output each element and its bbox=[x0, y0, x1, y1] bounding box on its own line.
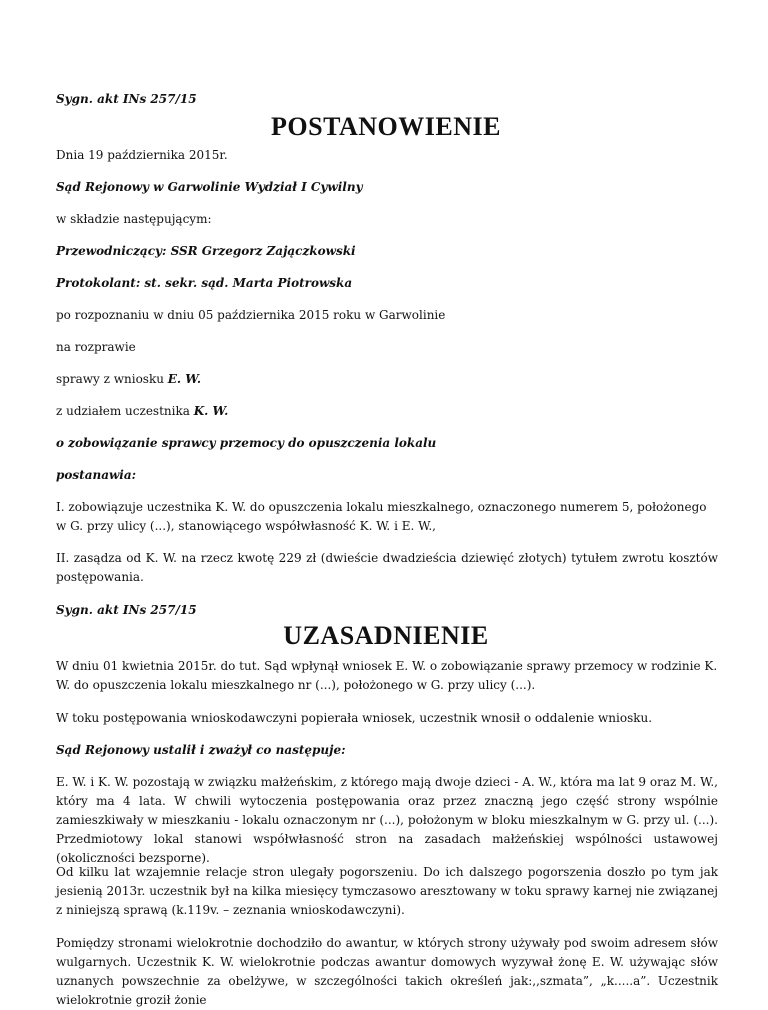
court-clerk: Protokolant: st. sekr. sąd. Marta Piotrowska bbox=[56, 276, 353, 290]
date-line: Dnia 19 października 2015r. bbox=[56, 148, 228, 162]
ruling-point-1: I. zobowiązuje uczestnika K. W. do opuszczenia lokalu mieszkalnego, oznaczonego numerem 5, położonego w G. przy ulicy (...), stanowiącego współwłasność K. W. i E. W., bbox=[56, 500, 707, 533]
case-subject: o zobowiązanie sprawcy przemocy do opuszczenia lokalu bbox=[56, 436, 437, 450]
participant-prefix: z udziałem uczestnika bbox=[56, 404, 194, 418]
hearing-line: po rozpoznaniu w dniu 05 października 2015 roku w Garwolinie bbox=[56, 308, 446, 322]
participant-line bbox=[56, 402, 716, 421]
justification-para-2: W toku postępowania wnioskodawczyni popierała wniosek, uczestnik wnosił o oddalenie wniosku. bbox=[56, 711, 653, 725]
title-uzasadnienie: UZASADNIENIE bbox=[283, 621, 489, 650]
title-postanowienie: POSTANOWIENIE bbox=[271, 112, 501, 141]
court-name: Sąd Rejonowy w Garwolinie Wydział I Cywilny bbox=[56, 180, 363, 194]
case-applicant: E. W. bbox=[167, 372, 202, 386]
on-trial-line: na rozprawie bbox=[56, 340, 136, 354]
justification-para-3: E. W. i K. W. pozostają w związku małżeńskim, z którego mają dwoje dzieci - A. W., która ma lat 9 oraz M. W., który ma 4 lata. W chwili wytoczenia postępowania oraz przez znaczną jego część strony wspólnie zamieszkiwały w mieszkaniu - lokalu oznaczonym nr (...), położonym w bloku mieszkalnym w G. przy ul. (...). Przedmiotowy lokal stanowi współwłasność stron na zasadach małżeńskiej wspólności ustawowej (okoliczności bezsporne). bbox=[56, 775, 718, 865]
case-signature-top: Sygn. akt INs 257/15 bbox=[56, 92, 197, 106]
composition-intro: w składzie następującym: bbox=[56, 212, 212, 226]
justification-para-4: Od kilku lat wzajemnie relacje stron ulegały pogorszeniu. Do ich dalszego pogorszenia doszło po tym jak jesienią 2013r. uczestnik był na kilka miesięcy tymczasowo aresztowany w toku sprawy karnej nie związanej z niniejszą sprawą (k.119v. – zeznania wnioskodawczyni). bbox=[56, 865, 718, 917]
presiding-judge: Przewodniczący: SSR Grzegorz Zajączkowski bbox=[56, 244, 356, 258]
justification-para-5: Pomiędzy stronami wielokrotnie dochodziło do awantur, w których strony używały pod swoim adresem słów wulgarnych. Uczestnik K. W. wielokrotnie podczas awantur domowych wyzywał żonę E. W. używając słów uznanych powszechnie za obelżywe, w szczególności takich określeń jak:,,szmata”, „k.....a”. Uczestnik wielokrotnie groził żonie bbox=[56, 936, 718, 1007]
findings-heading: Sąd Rejonowy ustalił i zważył co następuje: bbox=[56, 743, 346, 757]
case-applicant-line bbox=[56, 370, 716, 389]
justification-para-1: W dniu 01 kwietnia 2015r. do tut. Sąd wpłynął wniosek E. W. o zobowiązanie sprawy przemocy w rodzinie K. W. do opuszczenia lokalu mieszkalnego nr (...), położonego w G. przy ulicy (...). bbox=[56, 659, 718, 692]
participant-name: K. W. bbox=[193, 404, 229, 418]
decides-heading: postanawia: bbox=[56, 468, 137, 482]
case-signature-bottom: Sygn. akt INs 257/15 bbox=[56, 603, 197, 617]
ruling-point-2: II. zasądza od K. W. na rzecz kwotę 229 zł (dwieście dwadzieścia dziewięć złotych) tytułem zwrotu kosztów postępowania. bbox=[56, 551, 718, 584]
case-prefix: sprawy z wniosku bbox=[56, 372, 168, 386]
